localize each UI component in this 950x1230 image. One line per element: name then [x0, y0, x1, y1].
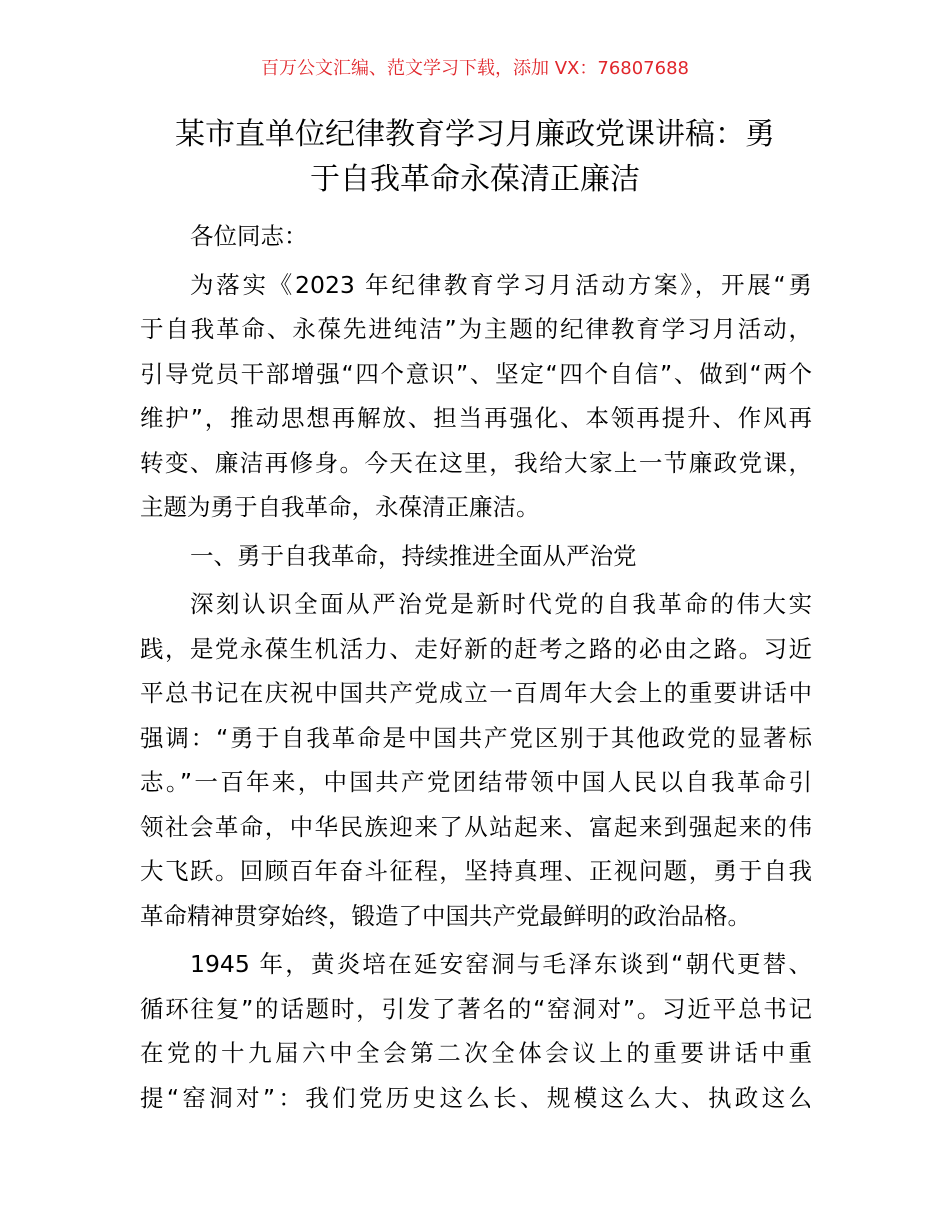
text-line: 在党的十九届六中全会第二次全体会议上的重要讲话中重: [140, 1039, 812, 1067]
paragraph: [140, 942, 812, 1120]
text-line: 转变、廉洁再修身。今天在这里，我给大家上一节廉政党课，: [140, 448, 812, 477]
paragraph: [140, 582, 812, 938]
text-line: 1945 年，黄炎培在延安窑洞与毛泽东谈到“朝代更替、: [190, 950, 812, 978]
text-line: 为落实《2023 年纪律教育学习月活动方案》，开展“勇: [190, 270, 812, 299]
title-line: 某市直单位纪律教育学习月廉政党课讲稿：勇: [175, 117, 775, 152]
text-line: 主题为勇于自我革命，永葆清正廉洁。: [140, 493, 540, 521]
text-line: 提“窑洞对”：我们党历史这么长、规模这么大、执政这么: [140, 1083, 812, 1112]
text-line: 革命精神贯穿始终，锻造了中国共产党最鲜明的政治品格。: [140, 901, 751, 930]
paragraph: [140, 263, 812, 530]
text-line: 于自我革命、永葆先进纯洁”为主题的纪律教育学习月活动，: [140, 315, 812, 343]
text-line: 践，是党永葆生机活力、走好新的赶考之路的必由之路。习近: [140, 634, 812, 663]
document-title: [140, 112, 810, 202]
title-line: 于自我革命永葆清正廉洁: [310, 162, 640, 197]
text-line: 深刻认识全面从严治党是新时代党的自我革命的伟大实: [190, 590, 812, 618]
text-line: 循环往复”的话题时，引发了著名的“窑洞对”。习近平总书记: [140, 994, 812, 1023]
salutation-text: 各位同志：: [190, 222, 308, 250]
salutation: [140, 214, 812, 259]
text-line: 大飞跃。回顾百年奋斗征程，坚持真理、正视问题，勇于自我: [140, 857, 812, 885]
watermark-banner: 百万公文汇编、范文学习下载，添加 VX：76807688: [261, 58, 689, 79]
text-line: 领社会革命，中华民族迎来了从站起来、富起来到强起来的伟: [140, 812, 812, 841]
text-line: 志。”一百年来，中国共产党团结带领中国人民以自我革命引: [140, 768, 812, 796]
document-body: [140, 214, 812, 1124]
text-line: 引导党员干部增强“四个意识”、坚定“四个自信”、做到“两个: [140, 359, 812, 388]
text-line: 一、勇于自我革命，持续推进全面从严治党: [190, 541, 637, 570]
text-line: 平总书记在庆祝中国共产党成立一百周年大会上的重要讲话中: [140, 679, 812, 707]
text-line: 维护”，推动思想再解放、担当再强化、本领再提升、作风再: [140, 404, 812, 432]
text-line: 强调：“勇于自我革命是中国共产党区别于其他政党的显著标: [140, 723, 812, 752]
section-heading: [140, 534, 812, 579]
